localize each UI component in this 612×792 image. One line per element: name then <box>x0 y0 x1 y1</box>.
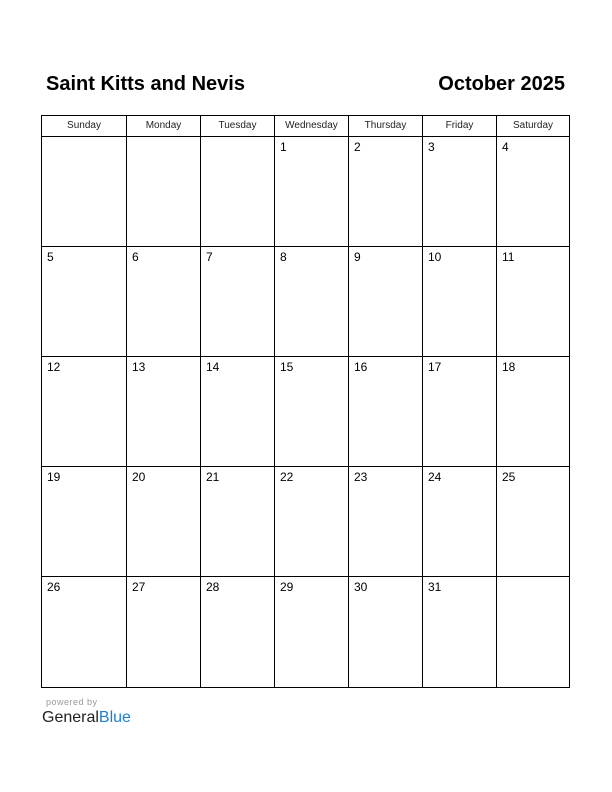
day-number: 10 <box>428 250 442 264</box>
day-cell <box>275 467 349 576</box>
weekday-header-row <box>42 116 569 137</box>
calendar-week-row <box>42 357 569 467</box>
day-cell <box>349 247 423 356</box>
calendar-week-row <box>42 137 569 247</box>
calendar-week-row <box>42 577 569 687</box>
weekday-friday: Friday <box>423 116 497 136</box>
day-number: 14 <box>206 360 220 374</box>
weekday-monday: Monday <box>127 116 201 136</box>
day-cell <box>42 357 127 466</box>
day-cell <box>423 247 497 356</box>
day-number: 29 <box>280 580 294 594</box>
day-cell <box>349 577 423 687</box>
day-number: 3 <box>428 140 435 154</box>
day-cell <box>497 467 569 576</box>
day-cell <box>201 247 275 356</box>
day-cell <box>423 577 497 687</box>
day-cell <box>423 137 497 246</box>
day-cell <box>423 467 497 576</box>
day-number: 27 <box>132 580 146 594</box>
powered-by-label: powered by <box>46 697 98 707</box>
day-cell <box>42 467 127 576</box>
brand-general-text: General <box>42 709 99 726</box>
empty-day-cell <box>201 137 275 246</box>
calendar-week-row <box>42 247 569 357</box>
calendar-week-row <box>42 467 569 577</box>
day-number: 16 <box>354 360 368 374</box>
day-number: 15 <box>280 360 294 374</box>
day-number: 30 <box>354 580 368 594</box>
empty-day-cell <box>42 137 127 246</box>
weekday-thursday: Thursday <box>349 116 423 136</box>
weekday-saturday: Saturday <box>512 120 554 131</box>
day-cell <box>201 467 275 576</box>
day-number: 24 <box>428 470 442 484</box>
day-number: 17 <box>428 360 442 374</box>
day-cell <box>497 137 569 246</box>
calendar-month-title: October 2025 <box>438 73 565 95</box>
day-cell <box>497 357 569 466</box>
day-number: 13 <box>132 360 146 374</box>
day-number: 1 <box>280 140 287 154</box>
day-number: 25 <box>502 470 516 484</box>
generalblue-logo <box>42 708 131 728</box>
day-number: 23 <box>354 470 368 484</box>
day-cell <box>349 467 423 576</box>
day-cell <box>127 467 201 576</box>
day-cell <box>275 247 349 356</box>
brand-blue-text: Blue <box>98 709 131 726</box>
empty-day-cell <box>497 577 569 687</box>
day-number: 4 <box>502 140 509 154</box>
day-cell <box>201 357 275 466</box>
calendar-weeks <box>42 137 569 687</box>
day-number: 21 <box>206 470 220 484</box>
day-cell <box>127 247 201 356</box>
day-number: 9 <box>354 250 361 264</box>
day-number: 20 <box>132 470 146 484</box>
day-cell <box>275 577 349 687</box>
day-number: 12 <box>47 360 61 374</box>
empty-day-cell <box>127 137 201 246</box>
day-cell <box>275 357 349 466</box>
day-number: 19 <box>47 470 61 484</box>
day-number: 11 <box>502 250 515 264</box>
calendar-grid <box>41 115 570 688</box>
day-cell <box>127 357 201 466</box>
day-cell <box>497 247 569 356</box>
day-number: 8 <box>280 250 287 264</box>
day-cell <box>42 247 127 356</box>
day-number: 26 <box>47 580 61 594</box>
weekday-sunday: Sunday <box>42 116 127 136</box>
day-number: 7 <box>206 250 213 264</box>
day-number: 22 <box>280 470 294 484</box>
day-number: 31 <box>428 580 442 594</box>
day-cell <box>423 357 497 466</box>
day-cell <box>349 357 423 466</box>
day-number: 2 <box>354 140 361 154</box>
weekday-wednesday: Wednesday <box>275 116 349 136</box>
day-cell <box>349 137 423 246</box>
day-number: 18 <box>502 360 516 374</box>
day-cell <box>127 577 201 687</box>
day-cell <box>275 137 349 246</box>
day-cell <box>42 577 127 687</box>
day-number: 28 <box>206 580 220 594</box>
weekday-tuesday: Tuesday <box>201 116 275 136</box>
day-number: 5 <box>47 250 54 264</box>
day-number: 6 <box>132 250 139 264</box>
day-cell <box>201 577 275 687</box>
calendar-country-title: Saint Kitts and Nevis <box>46 73 245 95</box>
